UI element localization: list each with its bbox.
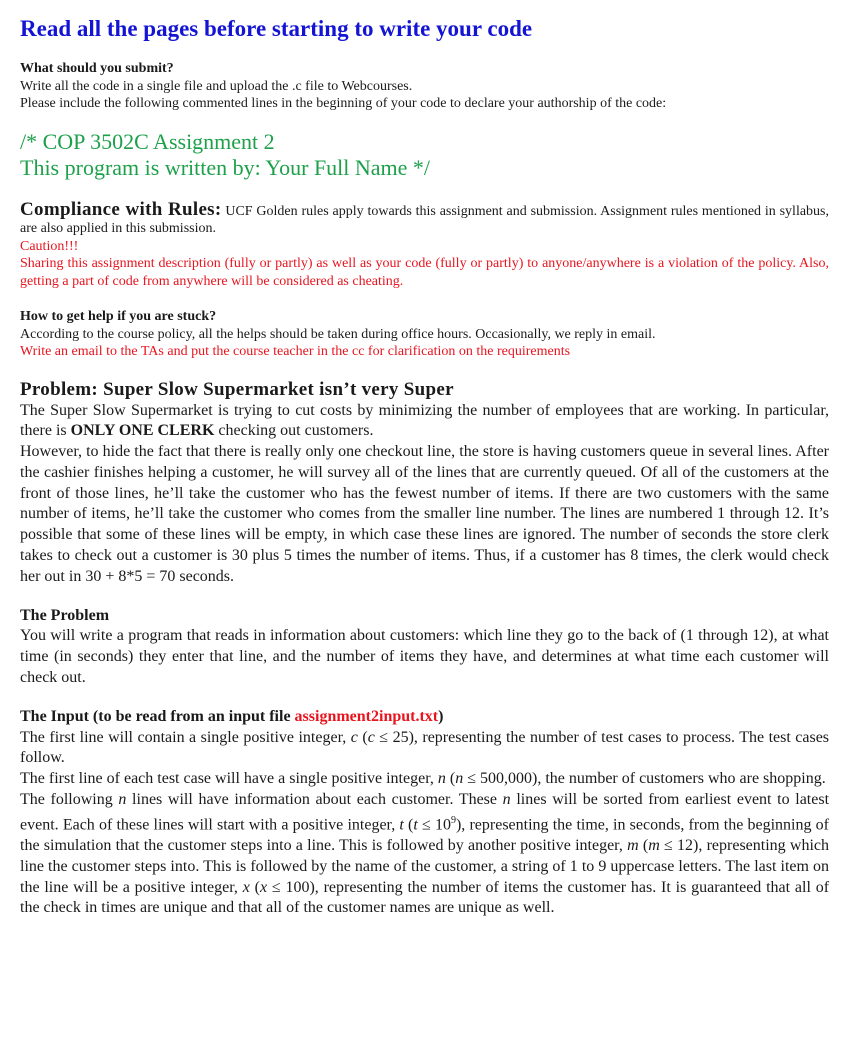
authorship-line-1: /* COP 3502C Assignment 2 [20,128,275,154]
input-p3-a: The following [20,791,119,809]
the-problem-section [20,606,829,689]
problem-paragraph-2: However, to hide the fact that there is really only one checkout line, the store is having customers queue in several lines. After the cashier finishes helping a customer, he will survey all of the lines that are currently queued. Of all of the customers at the front of those lines, he’ll take the customer who has the fewest number of items. If there are two customers with the same number of items, he’ll take the customer who comes from the smaller line number. The lines are numbered 1 through 12. It’s possible that some of these lines will be empty, in which case these lines are ignored. The number of seconds the store clerk takes to check out a customer is 30 plus 5 times the number of items. Thus, if a customer has 8 times, the clerk would check her out in 30 + 8*5 = 70 seconds. [20,443,829,585]
input-paragraph-2 [20,769,829,790]
var-c: c [350,728,358,746]
authorship-line-2: This program is written by: Your Full Name */ [20,154,431,180]
input-p3-paren: ( [403,816,414,834]
submit-line-1: Write all the code in a single file and upload the .c file to Webcourses. [20,78,413,94]
submit-heading: What should you submit? [20,61,174,76]
input-p3-c: lines will be sorted from earliest event to latest event. Each of these lines will start with a positive integer, [20,791,830,834]
input-p1-paren: ( [357,728,368,746]
input-p1-a: The first line will contain a single positive integer, [20,728,351,746]
var-n-3: n [118,791,127,809]
var-c-2: c [367,728,375,746]
problem-section [20,379,829,588]
input-p3-b: lines will have information about each customer. These [126,791,503,809]
problem-p1-text: The Super Slow Supermarket is trying to cut costs by minimizing the number of employees that are working. In particular, there is [20,401,829,440]
var-m: m [627,836,639,854]
input-p2-paren: ( [445,770,456,788]
var-n-2: n [455,770,464,788]
submit-section [20,60,829,113]
input-section [20,707,829,919]
var-t-2: t [413,816,418,834]
submit-line-2: Please include the following commented lines in the beginning of your code to declare your authorship of the code: [20,96,667,111]
problem-heading: Problem: Super Slow Supermarket isn’t very Super [20,378,454,400]
page-title: Read all the pages before starting to write your code [20,16,533,41]
input-filename: assignment2input.txt [294,707,439,725]
compliance-text: UCF Golden rules apply towards this assignment and submission. Assignment rules mentioned in syllabus, are also applied in this submission. [20,203,829,236]
caution-label: Caution!!! [20,238,79,254]
input-paragraph-1 [20,728,829,770]
input-p3-paren-2: ( [638,836,649,854]
input-p2-a: The first line of each test case will have a single positive integer, [20,770,438,788]
var-n-4: n [502,791,511,809]
the-problem-heading: The Problem [20,606,110,624]
var-t: t [399,816,404,834]
help-line-2: Write an email to the TAs and put the course teacher in the cc for clarification on the requirements [20,344,571,359]
input-p3-f: ≤ 12), representing which line the customer steps into. This is followed by the name of the customer, a string of 1 to 9 uppercase letters. The last item on the line will be a positive integer, [20,836,829,896]
problem-p1-end: checking out customers. [214,422,374,440]
var-x: x [242,878,250,896]
input-p3-paren-3: ( [249,878,260,896]
input-paragraph-3 [20,790,829,919]
input-p3-e: ), representing the time, in seconds, from the beginning of the simulation that the customer steps into a line. This is followed by another positive integer, [20,816,830,854]
caution-warning: Sharing this assignment description (fully or partly) as well as your code (fully or partly) to anyone/anywhere is a violation of the policy. Also, getting a part of code from anywhere will be considered as cheating. [20,256,829,289]
compliance-section [20,198,829,291]
var-m-2: m [648,836,660,854]
input-heading [20,707,829,728]
input-p1-b: ≤ 25), representing the number of test cases to process. The test cases follow. [20,728,830,767]
authorship-comment [20,129,829,181]
help-heading: How to get help if you are stuck? [20,309,217,324]
compliance-paragraph [20,198,829,238]
var-n: n [437,770,446,788]
input-p3-g: ≤ 100), representing the number of items the customer has. It is guaranteed that all of the check in times are unique and that all of the customer names are unique as well. [20,878,830,917]
input-p3-d: ≤ 10 [417,816,451,834]
help-section [20,308,829,361]
input-heading-close: ) [438,707,444,725]
exponent-9: 9 [450,814,456,826]
the-problem-text: You will write a program that reads in information about customers: which line they go to the back of (1 through 12), at what time (in seconds) they enter that line, and the number of items they have, and determines at what time each customer will check out. [20,627,829,687]
input-heading-text: The Input (to be read from an input file [20,707,295,725]
compliance-heading: Compliance with Rules: [20,198,222,220]
problem-paragraph-1 [20,401,829,443]
one-clerk-emphasis: ONLY ONE CLERK [70,422,215,440]
var-x-2: x [259,878,268,896]
input-p2-b: ≤ 500,000), the number of customers who are shopping. [463,770,826,788]
help-line-1: According to the course policy, all the helps should be taken during office hours. Occasionally, we reply in email. [20,326,656,342]
